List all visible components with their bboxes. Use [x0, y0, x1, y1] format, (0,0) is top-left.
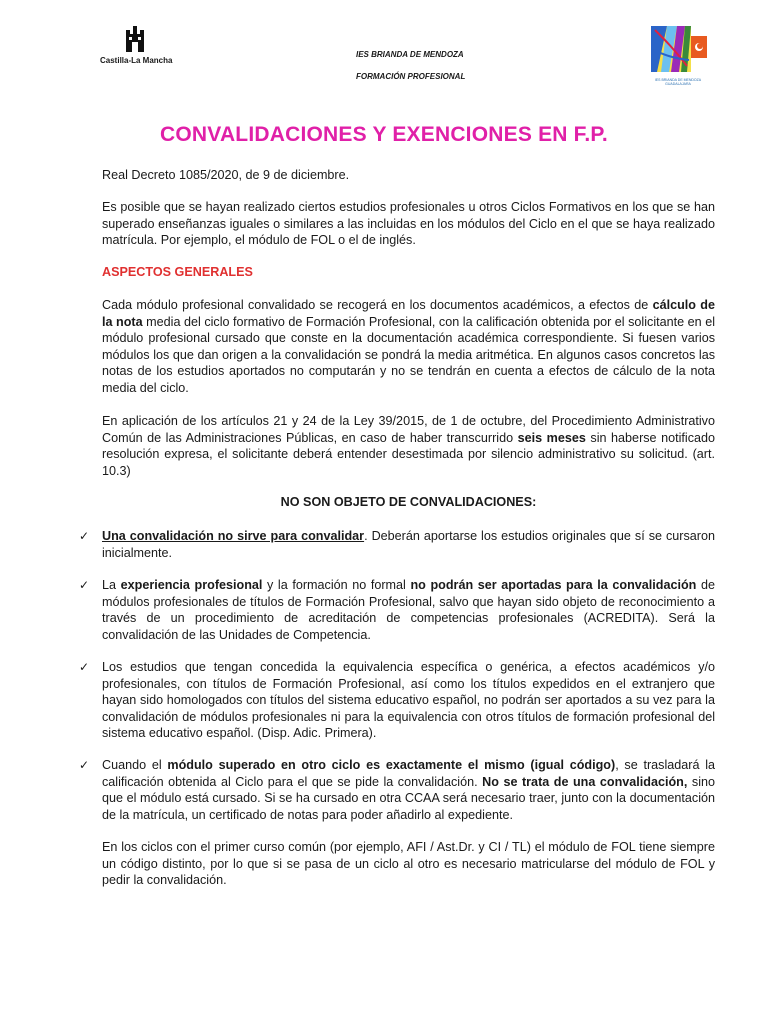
list-item	[102, 659, 715, 742]
castle-icon	[124, 26, 146, 54]
right-logo-caption-line2: GUADALAJARA	[665, 82, 691, 86]
left-logo-caption: Castilla-La Mancha	[100, 56, 173, 65]
page-title: CONVALIDACIONES Y EXENCIONES EN F.P.	[160, 123, 608, 146]
item3-text: Los estudios que tengan concedida la equivalencia específica o genérica, a efectos académicos y/o profesionales, con títulos de Formación Profesional, así como los títulos expedidos en el extranjero que hayan sido homologados con títulos del sistema educativo español, no podrán ser aportados a su vez para la convalidación de módulos profesionales ni para la equivalencia con otros títulos de formación profesional del sistema educativo español. (Disp. Adic. Primera).	[102, 660, 715, 741]
para2-text-a: En aplicación de los artículos 21 y 24 de la Ley 39/2015, de 1 de octubre, del Procedimiento Administrativo Común de las Administraciones Públicas, en caso de haber transcurrido	[102, 414, 715, 445]
item4-text-e: sino que el módulo está cursado. Si se ha cursado en otra CCAA será necesario traer, junto con la documentación de la matrícula, un certificado de notas para poder añadirlo al expediente.	[102, 774, 716, 822]
check-icon: ✓	[79, 578, 90, 592]
para1-bold: cálculo de la nota	[102, 298, 716, 329]
item2-text-a: La	[102, 578, 121, 592]
header-text	[356, 44, 465, 88]
intro-text: Es posible que se hayan realizado ciertos estudios profesionales u otros Ciclos Formativos en los que se han superado enseñanzas iguales o similares a las incluidas en los módulos del Ciclo en el que se haya realizado matrícula. Por ejemplo, el módulo de FOL o el de inglés.	[102, 200, 715, 248]
para2-bold: seis meses	[517, 430, 586, 445]
para1-text-c: media del ciclo formativo de Formación Profesional, con la calificación obtenida por el solicitante en el módulo profesional cursado que conste en la documentación académica correspondiente. Si fuesen varios módulos los que dan origen a la convalidación se pondrá la media aritmética. En algunos casos concretos las notas de los estudios aportados no computarán y no se tendrán en cuenta a efectos de cálculo de la nota media del ciclo.	[102, 314, 715, 395]
intro-paragraph	[102, 199, 715, 249]
check-icon: ✓	[79, 529, 90, 543]
decree-reference	[102, 167, 715, 184]
school-crest-icon	[647, 20, 709, 78]
check-icon: ✓	[79, 758, 90, 772]
item4-text-a: Cuando el	[102, 758, 168, 772]
item1-text: . Deberán aportarse los estudios originales que sí se cursaron inicialmente.	[102, 529, 715, 560]
department-name: FORMACIÓN PROFESIONAL	[356, 72, 466, 81]
right-logo-caption-line1: IES BRIANDA DE MENDOZA	[654, 78, 702, 82]
paragraph-grade-calculation	[102, 297, 715, 397]
item2-text-c: y la formación no formal	[262, 578, 411, 592]
section-heading-general: ASPECTOS GENERALES	[102, 265, 253, 279]
list-item	[102, 577, 715, 643]
item2-bold-b: experiencia profesional	[120, 578, 263, 592]
check-icon: ✓	[79, 660, 90, 674]
school-logo	[647, 20, 709, 88]
closing-paragraph	[102, 839, 715, 889]
closing-text: En los ciclos con el primer curso común (por ejemplo, AFI / Ast.Dr. y CI / TL) el módulo de FOL tiene siempre un código distinto, por lo que si se pasa de un ciclo al otro es necesario matricularse del módulo de FOL y pedir la convalidación.	[102, 840, 715, 888]
item4-bold-b: módulo superado en otro ciclo es exactamente el mismo (igual código)	[167, 758, 616, 772]
item2-text-e: de módulos profesionales de títulos de Formación Profesional, salvo que hayan sido objeto de reconocimiento a través de un procedimiento de acreditación de competencias profesionales (ACREDITA). Será la convalidación de las Unidades de Competencia.	[102, 578, 715, 642]
paragraph-silence-rule	[102, 413, 715, 479]
para1-text-a: Cada módulo profesional convalidado se recogerá en los documentos académicos, a efectos de	[102, 298, 653, 312]
item4-text-c: , se trasladará la calificación obtenida al Ciclo para el que se pide la convalidación.	[102, 758, 716, 789]
item4-bold-d: No se trata de una convalidación,	[482, 774, 688, 789]
decree-text: Real Decreto 1085/2020, de 9 de diciembre.	[102, 168, 350, 182]
right-logo-caption	[647, 78, 709, 86]
item1-underlined: Una convalidación no sirve para convalidar	[102, 529, 365, 543]
list-item	[102, 528, 715, 561]
school-name: IES BRIANDA DE MENDOZA	[356, 50, 464, 59]
item2-bold-d: no podrán ser aportadas para la convalidación	[410, 578, 697, 592]
list-item	[102, 757, 715, 823]
section-heading-not-subject: NO SON OBJETO DE CONVALIDACIONES:	[280, 495, 537, 509]
castilla-la-mancha-logo	[100, 26, 173, 65]
para2-text-c: sin haberse notificado resolución expresa, el solicitante deberá entender desestimada por silencio administrativo su solicitud. (art. 10.3)	[102, 430, 715, 478]
